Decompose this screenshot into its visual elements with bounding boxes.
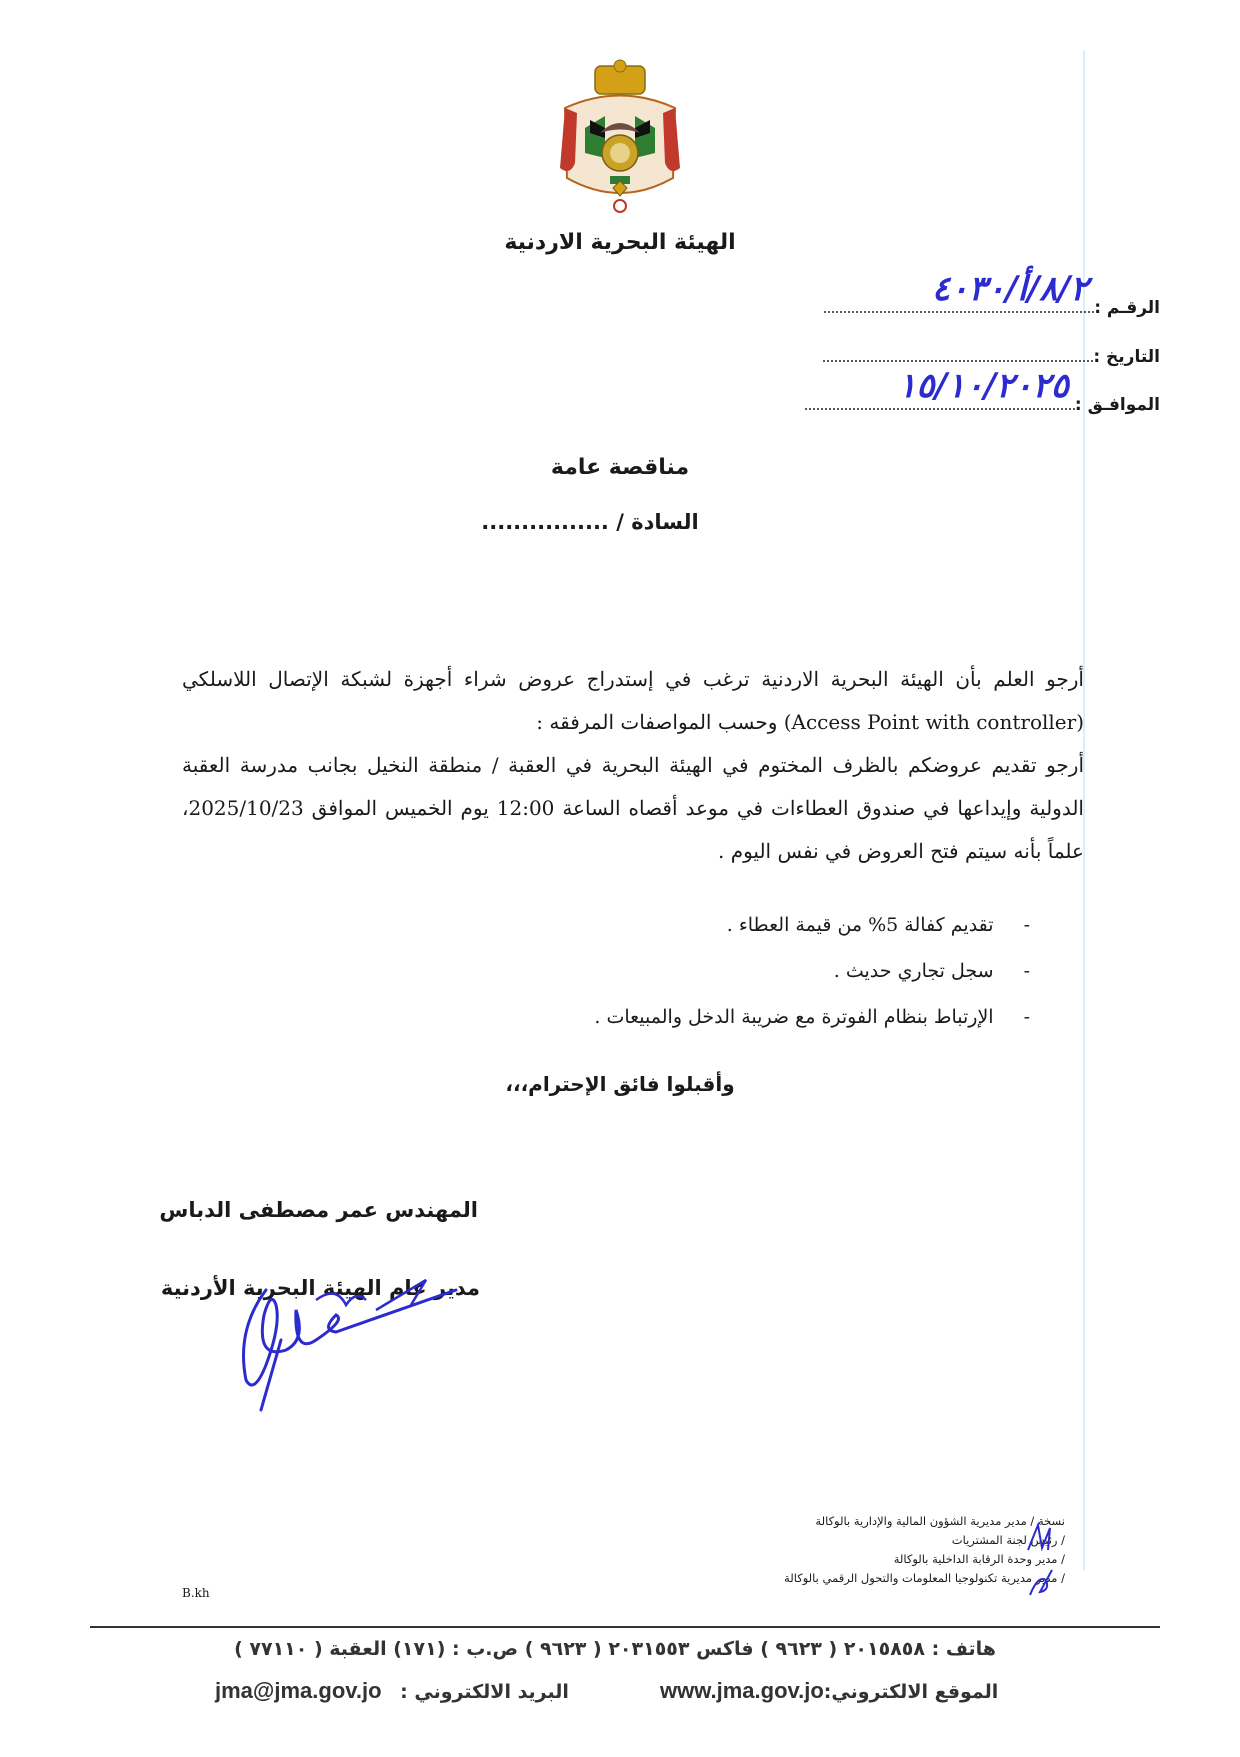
body-paragraph-1: أرجو العلم بأن الهيئة البحرية الاردنية ترغب في إستدراج عروض شراء أجهزة لشبكة الإتصال اللاسلكي (Access Point with controller) وحسب المواصفات المرفقه :: [182, 667, 1084, 734]
footer-contact-line: هاتف : ٢٠١٥٨٥٨ ( ٩٦٢٣ ) فاكس ٢٠٣١٥٥٣ ( ٩٦٢٣ ) ص.ب : (١٧١) العقبة ( ٧٧١١٠ ): [234, 1638, 996, 1660]
signer-title: مدير عام الهيئة البحرية الأردنية: [160, 1276, 480, 1300]
footer-email: [215, 1678, 569, 1704]
website-label: الموقع الالكتروني:: [823, 1681, 999, 1703]
body-paragraph-2: أرجو تقديم عروضكم بالظرف المختوم في الهيئة البحرية في العقبة / منطقة النخيل بجانب مدرسة العقبة الدولية وإيداعها في صندوق العطاءات في موعد أقصاه الساعة 12:00 يوم الخميس الموافق 2025/10/23، علماً بأنه سيتم فتح العروض في نفس اليوم .: [182, 753, 1084, 863]
copy-recipient: نسخة / مدير مديرية الشؤون المالية والإدارية بالوكالة: [815, 1514, 1065, 1528]
typist-initials: B.kh: [182, 1586, 210, 1600]
reference-number-row: [824, 269, 1160, 318]
email-link[interactable]: jma@jma.gov.jo: [215, 1678, 382, 1703]
initials-marks: [1020, 1520, 1060, 1600]
footer-website: [660, 1678, 998, 1704]
handwritten-signature: [226, 1270, 476, 1420]
date-row: [823, 334, 1160, 367]
reference-value-field: [824, 269, 1094, 313]
letter-body: [182, 658, 1084, 873]
closing-salutation: وأقبلوا فائق الإحترام،،،: [505, 1072, 735, 1096]
copy-recipient: / رئيس لجنة المشتريات: [951, 1533, 1065, 1547]
email-label: البريد الالكتروني :: [400, 1681, 569, 1703]
requirements-list: [594, 902, 1030, 1040]
copy-recipient: / مدير وحدة الرقابة الداخلية بالوكالة: [893, 1552, 1065, 1566]
letter-title: مناقصة عامة: [550, 455, 690, 480]
requirement-item: - سجل تجاري حديث .: [594, 948, 1030, 994]
reference-handwritten-value: ٨/٢/أ/٤٠٣٠: [931, 269, 1089, 309]
corresponding-handwritten-value: ١٥/١٠/٢٠٢٥: [897, 366, 1069, 406]
coat-of-arms-emblem: [555, 58, 685, 223]
addressee: السادة / ................: [481, 510, 699, 534]
footer-divider: [90, 1626, 1160, 1628]
website-link[interactable]: www.jma.gov.jo: [660, 1678, 824, 1703]
requirement-item: - تقديم كفالة 5% من قيمة العطاء .: [594, 902, 1030, 948]
requirement-item: - الإرتباط بنظام الفوترة مع ضريبة الدخل والمبيعات .: [594, 994, 1030, 1040]
organization-name: الهيئة البحرية الاردنية: [504, 230, 736, 255]
corresponding-date-row: [805, 366, 1160, 415]
signer-name: المهندس عمر مصطفى الدباس: [159, 1198, 478, 1222]
corresponding-value-field: [805, 366, 1075, 410]
copy-recipient: / مدير مديرية تكنولوجيا المعلومات والتحول الرقمي بالوكالة: [784, 1571, 1065, 1585]
reference-label: الرقـم :: [1094, 298, 1160, 318]
date-label: التاريخ :: [1093, 347, 1160, 367]
date-value-field: [823, 334, 1093, 362]
corresponding-label: الموافـق :: [1074, 395, 1160, 415]
